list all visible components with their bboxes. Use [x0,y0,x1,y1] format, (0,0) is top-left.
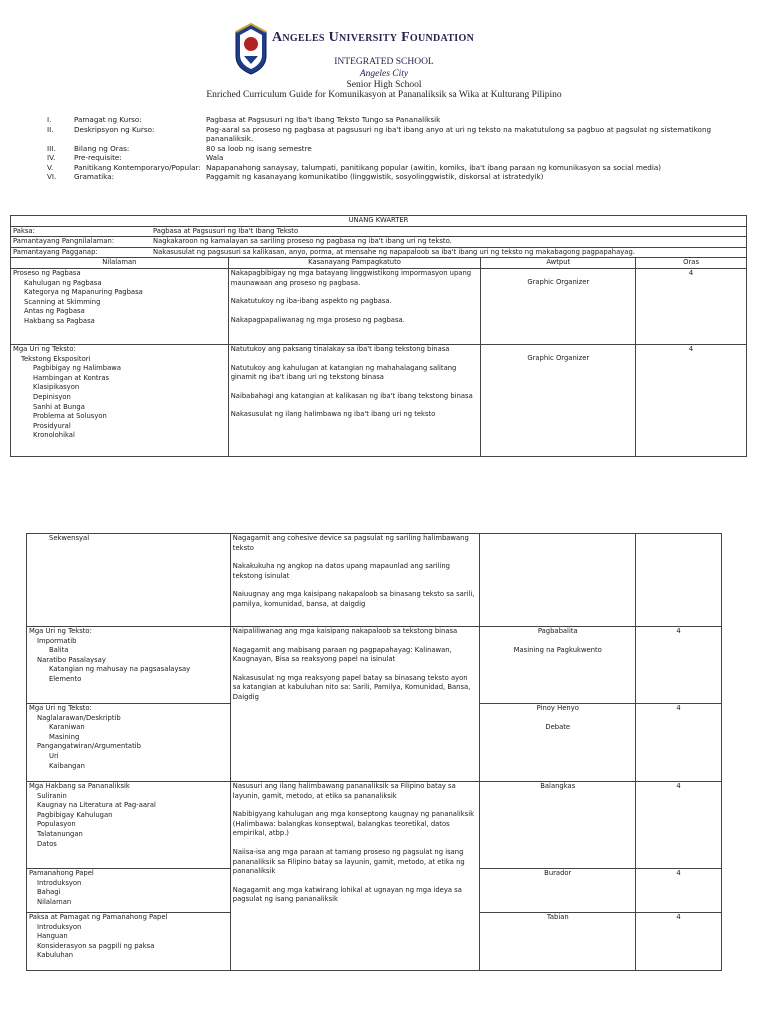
info-number: I. [47,115,52,124]
awtput-cell: Balangkas [480,782,636,869]
info-label: Pamagat ng Kurso: [74,115,142,124]
skill-text: Nakapagpapaliwanag ng mga proseso ng pagbasa. [230,315,405,324]
info-label: Gramatika: [74,172,115,181]
info-number: II. [47,124,54,134]
info-row [47,115,727,125]
nilalaman-cell [27,782,231,869]
nilalaman-cell [27,627,231,704]
output-text: Masining na Pagkukwento [513,645,602,654]
quarter-title: UNANG KWARTER [11,216,747,227]
info-row [47,144,727,154]
info-row [47,172,727,182]
oras-cell: 4 [636,869,722,913]
subtopic-item: Kaibangan [49,761,85,770]
pangnilalaman-label: Pamantayang Pangnilalaman: [13,237,115,246]
subtopic: Introduksyon [37,878,82,887]
subtopic: Pagbibigay Kahulugan [37,810,113,819]
skill-text: Naiisa-isa ang mga paraan at tamang proseso ng pagsulat ng isang pananaliksik sa Filipino batay sa layunin, gamit, metodo, at etika ng pananaliksik [232,847,465,876]
skill-text: Nakapagbibigay ng mga batayang linggwistikong impormasyon upang maunawaan ang proseso ng pagbasa. [230,268,472,287]
oras-cell: 4 [636,704,722,782]
table-row [27,782,722,869]
info-value: Napapanahong sanaysay, talumpati, panitikang popular (awitin, komiks, iba't ibang paraan ng komunikasyon sa social media) [206,162,662,172]
subtopic-item: Masining [49,732,80,741]
subtopic: Hakbang sa Pagbasa [24,316,95,325]
subtopic: Datos [37,839,57,848]
skill-text: Nakasusulat ng ilang halimbawa ng iba't ibang uri ng teksto [230,410,436,419]
skill-text: Nabibigyang kahulugan ang mga konseptong kaugnay ng pananaliksik (Halimbawa: balangkas konseptwal, balangkas teoretikal, datos empirikal, atbp.) [232,810,475,838]
university-seal-icon [232,22,270,76]
awtput-cell: Burador [480,869,636,913]
info-label: Panitikang Kontemporaryo/Popular: [74,162,201,172]
skill-text: Natutukoy ang kahulugan at katangian ng mahahalagang salitang ginamit ng iba't ibang uri ng tekstong binasa [230,363,457,382]
column-header: Oras [636,258,747,269]
subtopic: Pangangatwiran/Argumentatib [37,742,141,751]
topic-title: Mga Uri ng Teksto: [29,704,92,712]
curriculum-table-q1 [10,215,747,457]
awtput-cell: Graphic Organizer [481,268,636,344]
subtopic: Kaugnay na Literatura at Pag-aaral [37,801,156,810]
subtopic: Talatanungan [37,829,83,838]
column-header: Nilalaman [11,258,229,269]
output-text: Pinoy Henyo [536,704,579,712]
info-label: Deskripsyon ng Kurso: [74,124,155,134]
topic-title: Paksa at Pamagat ng Pamanahong Papel [29,913,168,921]
subtopic-item: Karaniwan [49,723,85,732]
output-text: Pagbabalita [537,627,578,635]
subtopic-item: Pagbibigay ng Halimbawa [33,364,122,373]
guide-title: Enriched Curriculum Guide for Komunikasyon at Pananaliksik sa Wika at Kulturang Pilipino [206,90,562,100]
nilalaman-cell [27,704,231,782]
pagganap-label: Pamantayang Pagganap: [13,247,98,256]
info-value: 80 sa loob ng isang semestre [206,143,312,153]
subtopic: Introduksyon [37,922,82,931]
subtopic: Suliranin [37,791,67,800]
skill-text: Nakasusulat ng mga reaksyong papel batay sa binasang teksto ayon sa katangian at kabuluhan nito sa: Sarili, Pamilya, Komunidad, Bansa, Daigdig [232,673,471,701]
topic-title: Mga Hakbang sa Pananaliksik [29,782,130,790]
subtopic: Kahulugan ng Pagbasa [24,278,102,287]
info-number: IV. [47,153,56,162]
skill-text: Naiuugnay ang mga kaisipang nakapaloob sa binasang teksto sa sarili, pamilya, komunidad, bansa, at daigdig [232,590,475,608]
skill-text: Nasusuri ang ilang halimbawang pananaliksik sa Filipino batay sa layunin, gamit, metodo, at etika sa pananaliksik [232,782,456,800]
nilalaman-cell [27,534,231,627]
info-row [47,125,727,144]
city-name: Angeles City [359,69,409,79]
output-text: Debate [545,722,571,731]
info-value: Wala [206,153,224,162]
subtopic: Populasyon [37,820,76,829]
awtput-cell [480,534,636,627]
table-row [11,268,747,344]
subtopic: Nilalaman [37,897,72,906]
column-header-row [11,258,747,269]
pangnilalaman-value: Nagkakaroon ng kamalayan sa sariling proseso ng pagbasa ng iba't ibang uri ng teksto. [153,237,452,246]
paksa-row [11,226,747,237]
table-row [27,627,722,704]
document-header [0,22,768,100]
info-value: Paggamit ng kasanayang komunikatibo (linggwistik, sosyolinggwistik, diskorsal at istratedyik) [206,172,544,181]
oras-cell: 4 [636,268,747,344]
pagganap-row [11,247,747,258]
awtput-cell: Tabian [480,913,636,971]
skill-text: Nagagamit ang mga katwirang lohikal at ugnayan ng mga ideya sa pagsulat ng isang pananaliksik [232,885,462,904]
info-label: Bilang ng Oras: [74,143,130,153]
info-value: Pagbasa at Pagsusuri ng Iba't Ibang Teksto Tungo sa Pananaliksik [206,115,441,124]
topic-title: Mga Uri ng Teksto: [13,344,76,353]
subtopic-item: Kronolohikal [33,431,75,440]
subtopic: Konsiderasyon sa pagpili ng paksa [37,941,155,950]
nilalaman-cell [27,913,231,971]
skill-text: Naibabahagi ang katangian at kalikasan ng iba't ibang tekstong binasa [230,391,473,400]
paksa-value: Pagbasa at Pagsusuri ng Iba't Ibang Teksto [153,226,299,235]
oras-cell: 4 [636,344,747,456]
info-number: III. [47,143,56,153]
kasanayan-cell [230,627,480,782]
skill-text: Nakakukuha ng angkop na datos upang mapaunlad ang sariling tekstong isinulat [232,562,450,580]
subtopic-item: Sanhi at Bunga [33,402,85,411]
subtopic: Scanning at Skimming [24,297,101,306]
table-row [27,534,722,627]
skill-text: Natutukoy ang paksang tinalakay sa iba't ibang tekstong binasa [230,344,450,353]
table-row [11,344,747,456]
info-label: Pre-requisite: [74,153,122,162]
subtopic: Kabuluhan [37,951,74,960]
skill-text: Nakatutukoy ng iba-ibang aspekto ng pagbasa. [230,297,392,306]
nilalaman-cell [11,268,229,344]
info-number: V. [47,162,54,172]
kasanayan-cell [230,782,480,971]
subtopic: Naratibo Pasalaysay [37,655,106,664]
school-name: INTEGRATED SCHOOL [334,57,434,67]
subtopic: Bahagi [37,888,61,897]
subtopic-item: Hambingan at Kontras [33,373,110,382]
subtopic: Naglalarawan/Deskriptib [37,713,121,722]
subtopic-item: Elemento [49,674,82,683]
nilalaman-cell [27,869,231,913]
subtopic: Hanguan [37,932,68,941]
info-row [47,163,727,173]
pagganap-value: Nakasusulat ng pagsusuri sa kalikasan, anyo, porma, at mensahe ng napapaloob sa iba't ibang uri ng teksto ng makabagong pagpapahayag. [153,247,635,256]
pangnilalaman-row [11,237,747,248]
subtopic: Antas ng Pagbasa [24,307,85,316]
subtopic-item: Katangian ng mahusay na pagsasalaysay [49,665,191,674]
university-name: Angeles University Foundation [272,30,475,45]
course-info-list [47,115,727,182]
awtput-cell: Graphic Organizer [481,344,636,456]
topic-title: Pamanahong Papel [29,869,94,877]
awtput-cell [480,627,636,704]
subtopic-item: Klasipikasyon [33,383,80,392]
nilalaman-cell [11,344,229,456]
subtopic-item: Balita [49,646,69,655]
subtopic-item: Depinisyon [33,392,71,401]
skill-text: Nagagamit ang mabisang paraan ng pagpapahayag: Kalinawan, Kaugnayan, Bisa sa reaksyong papel na isinulat [232,645,452,664]
subtopic-item: Problema at Solusyon [33,412,107,421]
subtopic: Tekstong Ekspositori [21,354,91,363]
oras-cell [636,534,722,627]
oras-cell: 4 [636,913,722,971]
curriculum-table-q1-continued [26,533,722,971]
level-name: Senior High School [346,80,422,90]
awtput-cell [480,704,636,782]
kasanayan-cell [228,344,481,456]
info-value: Pag-aaral sa proseso ng pagbasa at pagsusuri ng iba't ibang anyo at uri ng teksto na makatutulong sa pagbuo at pagsulat ng sistematikong pananaliksik. [206,124,712,143]
topic-title: Mga Uri ng Teksto: [29,627,92,635]
kasanayan-cell [228,268,481,344]
subtopic-item: Prosidyural [33,421,71,430]
skill-text: Nagagamit ang cohesive device sa pagsulat ng sariling halimbawang teksto [232,534,469,552]
column-header: Kasanayang Pampagkatuto [228,258,481,269]
subtopic-item: Sekwensyal [49,534,90,542]
subtopic-item: Uri [49,751,59,760]
paksa-label: Paksa: [13,226,35,235]
kasanayan-cell [230,534,480,627]
info-number: VI. [47,172,57,181]
skill-text: Naipaliliwanag ang mga kaisipang nakapaloob sa tekstong binasa [232,627,458,635]
info-row [47,153,727,163]
column-header: Awtput [481,258,636,269]
oras-cell: 4 [636,782,722,869]
subtopic: Impormatib [37,636,77,645]
subtopic: Kategorya ng Mapanuring Pagbasa [24,288,143,297]
oras-cell: 4 [636,627,722,704]
topic-title: Proseso ng Pagbasa [13,268,81,277]
